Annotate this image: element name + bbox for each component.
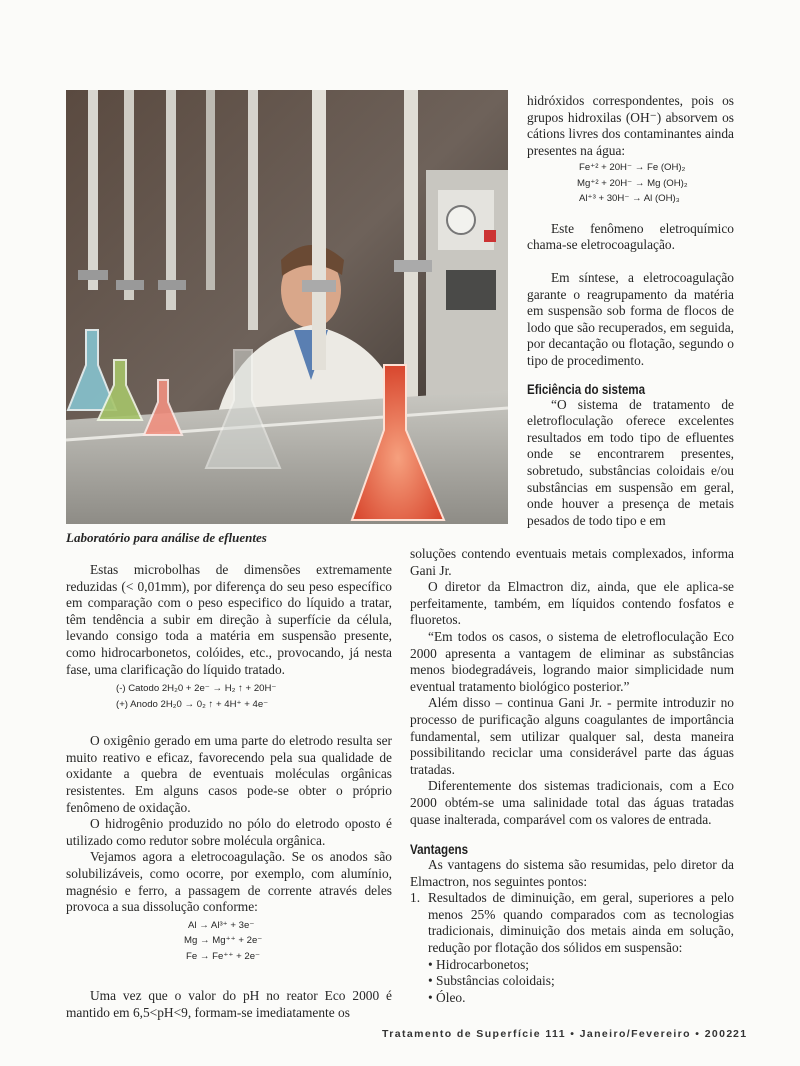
heading-vantagens: Vantagens xyxy=(410,842,469,858)
right-paragraph-9: Diferentemente dos sistemas tradicionais, com a Eco 2000 obtém-se uma salinidade total das águas tratadas quase inalterada, comparável com os valores de entrada. xyxy=(410,778,734,827)
equation-fe-hydroxide: Fe⁺² + 20H⁻ → Fe (OH)₂ xyxy=(579,162,686,174)
right-paragraph-5: soluções contendo eventuais metais complexados, informa Gani Jr. xyxy=(410,546,734,578)
footer-publication: Tratamento de Superfície 111 • Janeiro/Fevereiro • 2002 xyxy=(382,1028,734,1040)
equation-magnesium: Mg → Mg⁺⁺ + 2e⁻ xyxy=(184,935,263,947)
right-column-bottom xyxy=(410,546,734,1006)
equation-catodo: (-) Catodo 2H₂0 + 2e⁻ → H₂ ↑ + 20H⁻ xyxy=(116,683,277,695)
left-paragraph-4: Vejamos agora a eletrocoagulação. Se os anodos são solubilizáveis, como ocorre, por exemplo, com alumínio, magnésio e ferro, a passagem de corrente através deles provoca a sua dissolução conforme: xyxy=(66,849,392,915)
right-paragraph-1: hidróxidos correspondentes, pois os grupos hidroxilas (OH⁻) absorvem os cátions livres dos contaminantes ainda presentes na água: xyxy=(527,93,734,158)
list-item-number: 1. xyxy=(410,890,421,906)
equation-mg-hydroxide: Mg⁺² + 20H⁻ → Mg (OH)₂ xyxy=(577,177,688,189)
left-paragraph-3: O hidrogênio produzido no pólo do eletrodo oposto é utilizado como redutor sobre molécula orgânica. xyxy=(66,816,392,848)
right-paragraph-7: “Em todos os casos, o sistema de eletrofloculação Eco 2000 apresenta a vantagem de eliminar as substâncias menos biodegradáveis, logrando maior simplicidade num eventual tratamento biológico posterior.” xyxy=(410,628,734,694)
left-paragraph-1: Estas microbolhas de dimensões extremamente reduzidas (< 0,01mm), por diferença do seu peso específico em comparação com o peso especifico do líquido a tratar, têm tendência a subir em direção à superfície da célula, levando consigo toda a matéria em suspensão presente, como hidrocarbonetos, colóides, etc., provocando, já nesta fase, uma clarificação do líquido tratado. xyxy=(66,562,392,677)
advantages-list-item xyxy=(410,890,734,1006)
bullet-item-hidrocarbonetos: • Hidrocarbonetos; xyxy=(428,957,734,974)
right-column-top xyxy=(527,93,734,529)
list-item-text: Resultados de diminuição, em geral, superiores a pelo menos 25% quando comparados com as tecnologias tradicionais, diminuição dos metais ainda em solução, redução por flotação dos sólidos em suspensão: xyxy=(428,890,734,956)
left-column xyxy=(66,562,392,1021)
equation-al-hydroxide: Al⁺³ + 30H⁻ → Al (OH)₃ xyxy=(579,193,680,205)
right-paragraph-8: Além disso – continua Gani Jr. - permite introduzir no processo de purificação alguns coagulantes de importância fundamental, sem utilizar qualquer sal, desta maneira possibilitando reciclar uma considerável parte das águas tratadas. xyxy=(410,695,734,777)
equation-iron: Fe → Fe⁺⁺ + 2e⁻ xyxy=(186,950,261,962)
left-paragraph-5: Uma vez que o valor do pH no reator Eco 2000 é mantido em 6,5<pH<9, formam-se imediatamente os xyxy=(66,988,392,1020)
right-paragraph-3: Em síntese, a eletrocoagulação garante o reagrupamento da matéria em suspensão sob forma de flocos de lodo que são recuperados, em seguida, por decantação ou flotação, segundo o tipo de procedimento. xyxy=(527,270,734,369)
right-paragraph-2: Este fenômeno eletroquímico chama-se eletrocoagulação. xyxy=(527,220,734,253)
bullet-item-oleo: • Óleo. xyxy=(428,990,734,1007)
bullet-item-coloidais: • Substâncias coloidais; xyxy=(428,973,734,990)
left-paragraph-2: O oxigênio gerado em uma parte do eletrodo resulta ser muito reativo e eficaz, favorecendo pela sua qualidade de oxidante a quebra de eventuais moléculas orgânicas resistentes. Em alguns casos pode-se obter o próprio fenômeno de oxidação. xyxy=(66,733,392,815)
bullet-list xyxy=(428,957,734,1007)
right-paragraph-6: O diretor da Elmactron diz, ainda, que ele aplica-se perfeitamente, também, em líquidos contendo fosfatos e fluoretos. xyxy=(410,579,734,628)
right-paragraph-10: As vantagens do sistema são resumidas, pelo diretor da Elmactron, nos seguintes pontos: xyxy=(410,857,734,889)
equation-anodo: (+) Anodo 2H₂0 → 0₂ ↑ + 4H⁺ + 4e⁻ xyxy=(116,698,269,710)
lab-photo-illustration xyxy=(66,90,508,524)
lab-photo xyxy=(66,90,508,524)
footer-page-number: 21 xyxy=(733,1028,748,1040)
right-paragraph-4: “O sistema de tratamento de eletrofloculação oferece excelentes resultados em todo tipo de efluentes onde se encontrarem presentes, sobretudo, substâncias coloidais e/ou substâncias em suspensão em geral, onde houver a presença de metais pesados de todo tipo e em xyxy=(527,396,734,528)
photo-caption: Laboratório para análise de efluentes xyxy=(66,530,267,545)
equation-aluminum: Al → Al³⁺ + 3e⁻ xyxy=(188,919,255,931)
heading-eficiencia: Eficiência do sistema xyxy=(527,381,646,397)
